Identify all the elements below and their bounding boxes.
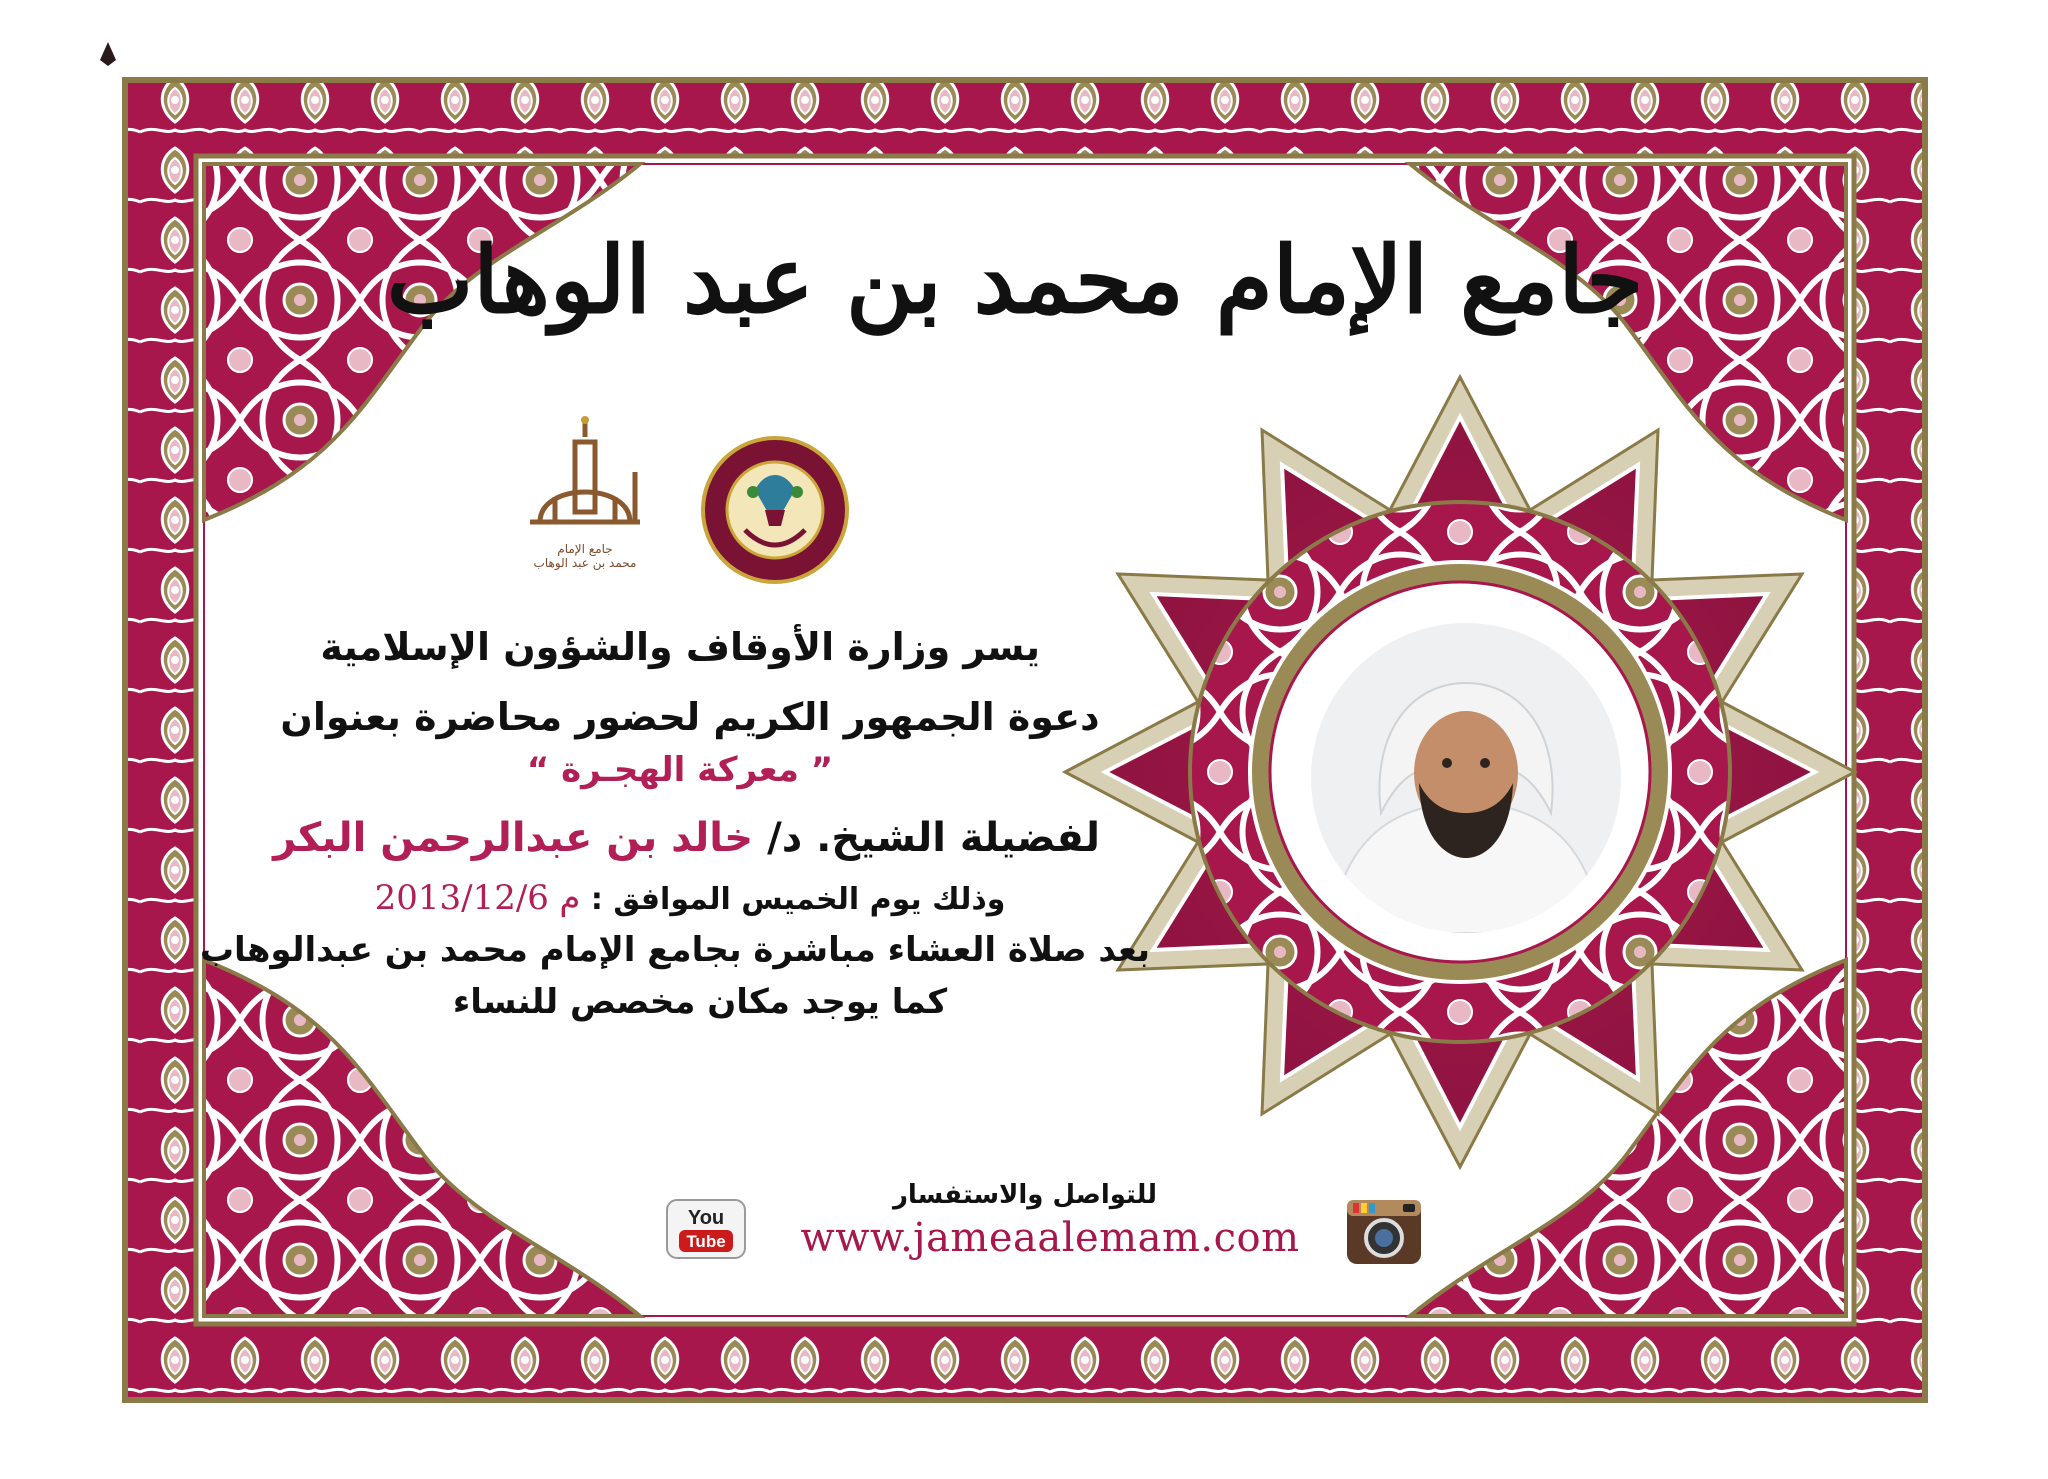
speaker-name: خالد بن عبدالرحمن البكر bbox=[273, 815, 754, 861]
invitation-line-2: دعوة الجمهور الكريم لحضور محاضرة بعنوان bbox=[280, 695, 1100, 739]
speaker-prefix: لفضيلة الشيخ. د/ bbox=[767, 815, 1100, 861]
invitation-line-7: كما يوجد مكان مخصص للنساء bbox=[452, 982, 948, 1022]
mosque-logo-caption-1: جامع الإمام bbox=[557, 542, 613, 556]
mosque-logo-caption-2: محمد بن عبد الوهاب bbox=[533, 556, 637, 570]
instagram-icon[interactable] bbox=[1345, 1198, 1423, 1266]
date-line bbox=[330, 878, 1050, 918]
qatar-emblem-icon bbox=[695, 430, 855, 590]
website-link[interactable]: www.jameaalemam.com bbox=[800, 1215, 1300, 1261]
invitation-line-6: بعد صلاة العشاء مباشرة بجامع الإمام محمد بن عبدالوهاب bbox=[199, 930, 1150, 970]
youtube-icon[interactable] bbox=[665, 1198, 747, 1260]
invitation-line-1: يسر وزارة الأوقاف والشؤون الإسلامية bbox=[320, 625, 1040, 669]
date-value: 2013/12/6 bbox=[374, 878, 549, 918]
speaker-photo bbox=[1305, 617, 1627, 939]
youtube-label-bottom: Tube bbox=[686, 1232, 726, 1251]
date-suffix: م bbox=[559, 878, 581, 918]
youtube-label-top: You bbox=[687, 1207, 725, 1229]
mosque-logo-icon bbox=[520, 412, 650, 542]
speaker-line bbox=[273, 815, 1100, 861]
mosque-logo bbox=[510, 395, 660, 570]
date-prefix: وذلك يوم الخميس الموافق : bbox=[590, 882, 1006, 917]
mosque-calligraphy-title: جامع الإمام محمد بن عبد الوهاب bbox=[386, 226, 1644, 334]
qatar-ministry-logo bbox=[690, 420, 860, 590]
lecture-title: ” معركة الهجـرة “ bbox=[526, 750, 834, 790]
speaker-portrait-icon bbox=[1311, 623, 1621, 933]
contact-label: للتواصل والاستفسار bbox=[892, 1180, 1158, 1210]
